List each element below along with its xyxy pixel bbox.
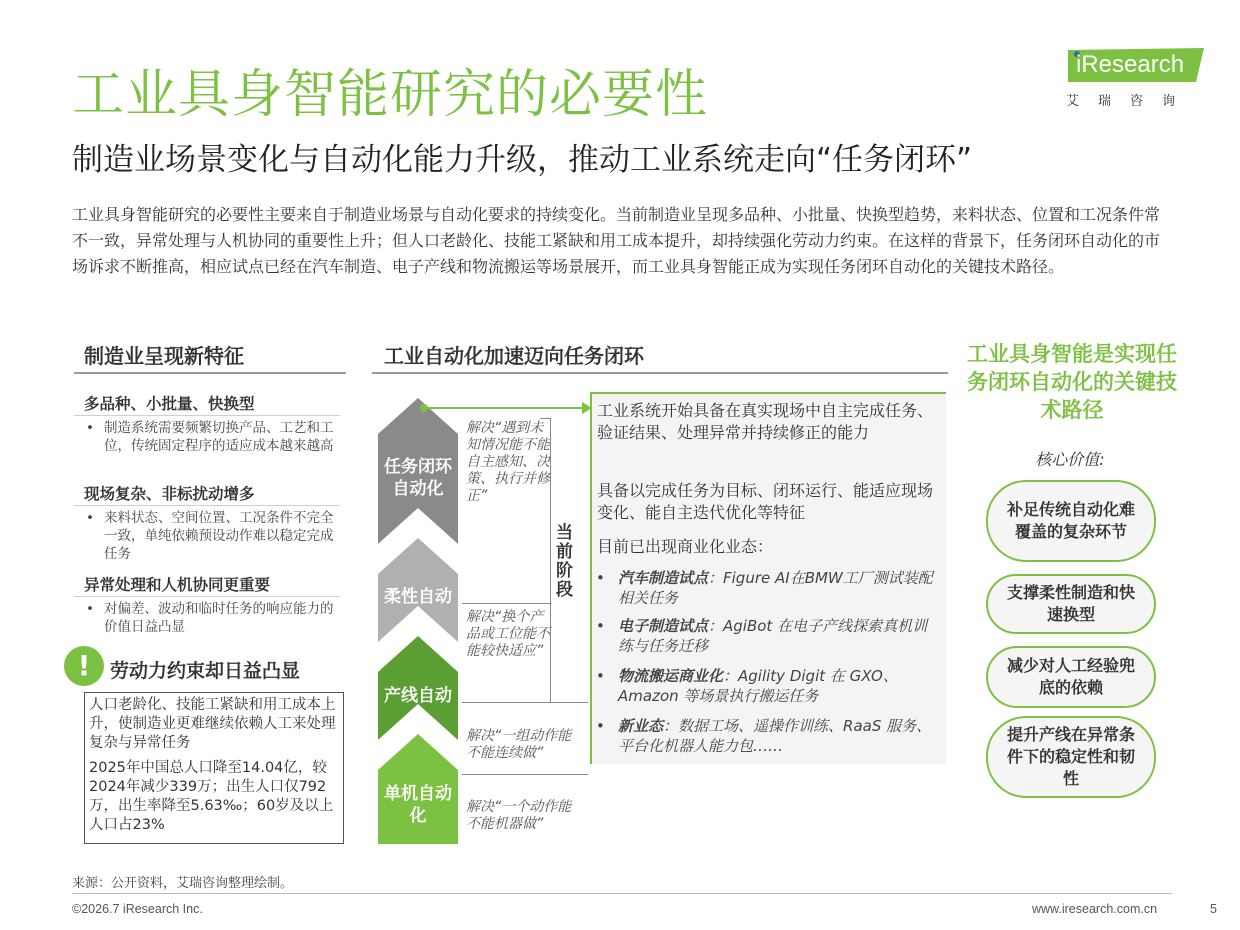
case-title: 物流搬运商业化 [618,667,724,685]
page-subtitle: 制造业场景变化与自动化能力升级，推动工业系统走向“任务闭环” [72,142,973,178]
feature-bullet-text: 来料状态、空间位置、工况条件不完全一致，单纯依赖预设动作难以稳定完成任务 [104,510,334,562]
population-stats-text: 2025年中国总人口降至14.04亿，较2024年减少339万；出生人口仅792万，出生率降至5.63‰；60岁及以上人口占23% [89,760,334,833]
connector-arrow-icon [418,400,594,416]
stage-label-line: 产线自动化 [384,686,452,728]
case-title: 汽车制造试点 [618,569,709,587]
case-text: ：数据工场、遥操作训练、RaaS 服务、平台化机器人能力包…… [618,717,932,755]
bullet-dot: • [596,667,605,685]
stage-label-single: 单机自动化 [384,784,452,826]
panel-paragraph: 具备以完成任务为目标、闭环运行、能适应现场变化、能自主迭代优化等特征 [597,481,934,522]
divider [74,415,340,416]
case-title: 新业态 [618,717,664,735]
feature-bullet [86,509,340,563]
exclamation-icon: ! [64,646,104,686]
current-stage-bracket [540,418,551,419]
stage-solves-text: 解决“遇到未知情况能不能自主感知、决策、执行并修正” [466,420,550,504]
bullet-dot: • [86,420,94,436]
feature-bullet [86,419,340,455]
bullet-dot: • [596,617,605,635]
right-section-heading: 工业具身智能是实现任务闭环自动化的关键技术路径 [967,342,1177,422]
case-text: ：Figure AI在BMW工厂测试装配相关任务 [618,569,933,607]
iresearch-logo [1062,40,1204,109]
divider [72,893,1172,894]
stage-label-closed-loop: 任务闭环自动化 [384,457,452,499]
feature-bullet-text: 对偏差、波动和临时任务的响应能力的价值日益凸显 [104,601,334,635]
core-value-item: 支撑柔性制造和快速换型 [986,574,1156,634]
divider [462,702,588,703]
business-case-item [596,666,940,706]
bullet-dot: • [86,510,94,526]
intro-paragraph: 工业具身智能研究的必要性主要来自于制造业场景与自动化要求的持续变化。当前制造业呈现多品种、小批量、快换型趋势，来料状态、位置和工况条件常不一致，异常处理与人机协同的重要性上升；但人口老龄化、技能工紧缺和用工成本提升，却持续强化劳动力约束。在这样的背景下，任务闭环自动化的市场诉求不断推高，相应试点已经在汽车制造、电子产线和物流搬运等场景展开，而工业具身智能正成为实现任务闭环自动化的关键技术路径。 [72,205,1161,276]
bullet-dot: • [596,717,605,735]
case-title: 电子制造试点 [618,617,709,635]
divider [462,603,550,604]
logo-wordmark: iResearch [1076,51,1185,78]
stage-label-flexible: 柔性自动化 [384,587,452,629]
feature-title: 多品种、小批量、快换型 [84,395,255,413]
divider [74,372,346,374]
feature-title: 现场复杂、非标扰动增多 [84,485,255,503]
stage-solves-text: 解决“换个产品或工位能不能较快适应” [466,609,550,659]
business-case-item [596,616,940,656]
divider [74,596,340,597]
page-number: 5 [1210,902,1217,916]
business-case-item [596,716,940,756]
left-section-heading: 制造业呈现新特征 [84,344,244,368]
bullet-dot: • [596,569,605,587]
closed-loop-panel [590,392,946,764]
copyright: ©2026.7 iResearch Inc. [72,902,203,916]
stage-solves-text: 解决“一组动作能不能连续做” [466,728,572,761]
divider [74,505,340,506]
labor-constraint-box [84,692,344,844]
website-link[interactable]: www.iresearch.com.cn [1032,902,1158,916]
case-text: ：Agility Digit 在 GXO、Amazon 等场景执行搬运任务 [618,667,898,705]
bullet-dot: • [86,601,94,617]
labor-constraint-heading: 劳动力约束却日益凸显 [110,660,301,682]
current-stage-bracket [550,418,551,702]
core-value-item: 提升产线在异常条件下的稳定性和韧性 [986,716,1156,798]
middle-section-heading: 工业自动化加速迈向任务闭环 [384,344,644,368]
business-case-item [596,568,940,608]
logo-subtext: 艾瑞咨询 [1066,94,1195,109]
feature-bullet [86,600,340,636]
panel-paragraph: 目前已出现商业化业态： [597,537,774,556]
core-value-label: 核心价值: [1035,450,1105,469]
divider [462,774,588,775]
source-note: 来源：公开资料，艾瑞咨询整理绘制。 [72,876,294,891]
feature-bullet-text: 制造系统需要频繁切换产品、工艺和工位，传统固定程序的适应成本越来越高 [104,420,334,454]
page-title: 工业具身智能研究的必要性 [72,65,709,125]
divider [372,372,948,374]
core-value-item: 补足传统自动化难覆盖的复杂环节 [986,480,1156,562]
panel-paragraph: 工业系统开始具备在真实现场中自主完成任务、验证结果、处理异常并持续修正的能力 [597,401,934,442]
case-text: ：AgiBot 在电子产线探索真机训练与任务迁移 [618,617,928,655]
current-stage-label: 当前阶段 [556,523,573,600]
feature-title: 异常处理和人机协同更重要 [84,576,271,594]
labor-constraint-text: 人口老龄化、技能工紧缺和用工成本上升，使制造业更难继续依赖人工来处理复杂与异常任务 [89,697,336,751]
core-value-item: 减少对人工经验兜底的依赖 [986,646,1156,708]
stage-solves-text: 解决“一个动作能不能机器做” [466,799,572,832]
